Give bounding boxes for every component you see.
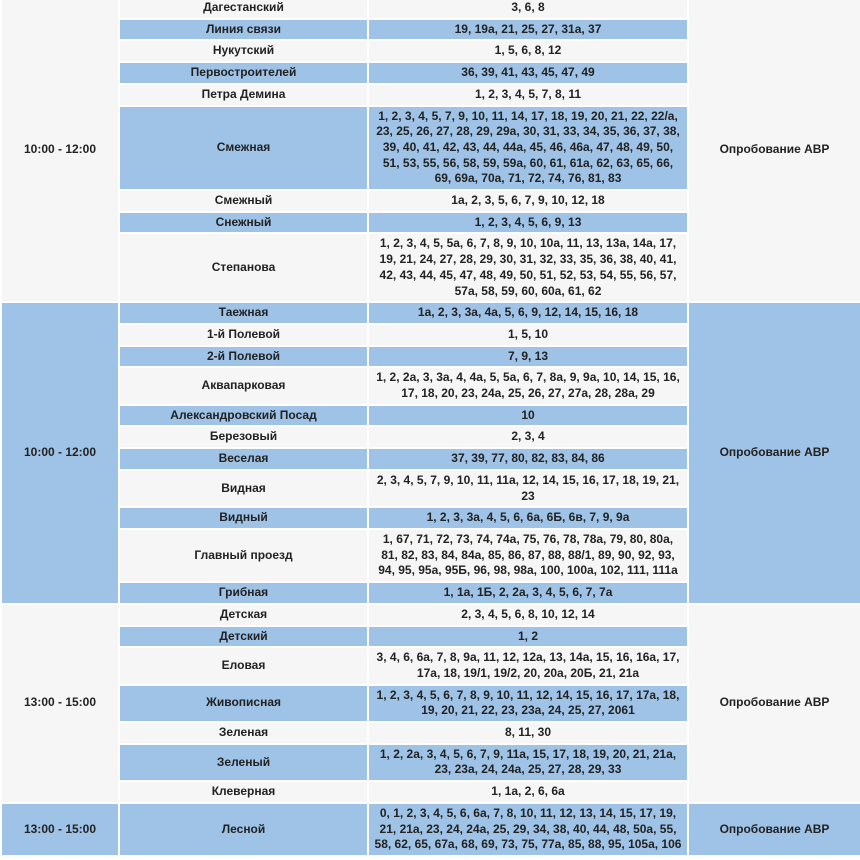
house-numbers-cell: 10 <box>369 406 687 426</box>
street-name-cell: Еловая <box>120 648 367 683</box>
house-numbers-cell: 19, 19а, 21, 25, 27, 31а, 37 <box>369 20 687 40</box>
house-numbers-cell: 1, 2, 2а, 3, 3а, 4, 4а, 5, 5а, 6, 7, 8а, 9, 9а, 10, 14, 15, 16, 17, 18, 20, 23, 24а, 25, 26, 27, 27а, 28, 28а, 29 <box>369 368 687 403</box>
street-name-cell: Нукутский <box>120 41 367 61</box>
house-numbers-cell: 1, 2, 3, 4, 5, 7, 8, 11 <box>369 85 687 105</box>
house-numbers-cell: 1, 2 <box>369 627 687 647</box>
street-name-cell: Клеверная <box>120 782 367 802</box>
street-name-cell: Линия связи <box>120 20 367 40</box>
house-numbers-cell: 2, 3, 4, 5, 6, 8, 10, 12, 14 <box>369 605 687 625</box>
outage-time-cell: 10:00 - 12:00 <box>2 303 118 603</box>
house-numbers-cell: 8, 11, 30 <box>369 723 687 743</box>
outage-time-cell: 10:00 - 12:00 <box>2 0 118 301</box>
street-name-cell: Детский <box>120 627 367 647</box>
house-numbers-cell: 2, 3, 4, 5, 7, 9, 10, 11, 11а, 12, 14, 15, 16, 17, 18, 19, 21, 23 <box>369 471 687 506</box>
street-name-cell: Смежный <box>120 191 367 211</box>
table-row <box>2 0 860 18</box>
street-name-cell: Зеленый <box>120 745 367 780</box>
house-numbers-cell: 1, 1а, 1Б, 2, 2а, 3, 4, 5, 6, 7, 7а <box>369 583 687 603</box>
street-name-cell: Детская <box>120 605 367 625</box>
house-numbers-cell: 1, 2, 2а, 3, 4, 5, 6, 7, 9, 11а, 15, 17, 18, 19, 20, 21, 21а, 23, 23а, 24, 24а, 25, 27, 28, 29, 33 <box>369 745 687 780</box>
work-type-cell: Опробование АВР <box>689 0 860 301</box>
outage-time-cell: 13:00 - 15:00 <box>2 605 118 802</box>
table-row <box>2 804 860 855</box>
table-row <box>2 605 860 625</box>
street-name-cell: Дагестанский <box>120 0 367 18</box>
street-name-cell: 1-й Полевой <box>120 325 367 345</box>
house-numbers-cell: 3, 6, 8 <box>369 0 687 18</box>
street-name-cell: Видный <box>120 508 367 528</box>
street-name-cell: Грибная <box>120 583 367 603</box>
work-type-cell: Опробование АВР <box>689 303 860 603</box>
outage-table-body <box>2 0 860 855</box>
house-numbers-cell: 1, 2, 3, 4, 5, 6, 9, 13 <box>369 213 687 233</box>
house-numbers-cell: 1а, 2, 3, 5, 6, 7, 9, 10, 12, 18 <box>369 191 687 211</box>
street-name-cell: Петра Демина <box>120 85 367 105</box>
street-name-cell: Лесной <box>120 804 367 855</box>
street-name-cell: Александровский Посад <box>120 406 367 426</box>
street-name-cell: Главный проезд <box>120 530 367 581</box>
street-name-cell: Живописная <box>120 686 367 721</box>
street-name-cell: Березовый <box>120 427 367 447</box>
house-numbers-cell: 1, 5, 6, 8, 12 <box>369 41 687 61</box>
street-name-cell: Степанова <box>120 234 367 301</box>
work-type-cell: Опробование АВР <box>689 804 860 855</box>
house-numbers-cell: 36, 39, 41, 43, 45, 47, 49 <box>369 63 687 83</box>
house-numbers-cell: 1, 2, 3, 3а, 4, 5, 6, 6а, 6Б, 6в, 7, 9, 9а <box>369 508 687 528</box>
house-numbers-cell: 3, 4, 6, 6а, 7, 8, 9а, 11, 12, 12а, 13, 14а, 15, 16, 16а, 17, 17а, 18, 19/1, 19/2, 20, 20а, 20Б, 21, 21а <box>369 648 687 683</box>
street-name-cell: Первостроителей <box>120 63 367 83</box>
house-numbers-cell: 1, 1а, 2, 6, 6а <box>369 782 687 802</box>
street-name-cell: Таежная <box>120 303 367 323</box>
table-row <box>2 303 860 323</box>
house-numbers-cell: 2, 3, 4 <box>369 427 687 447</box>
street-name-cell: Снежный <box>120 213 367 233</box>
work-type-cell: Опробование АВР <box>689 605 860 802</box>
street-name-cell: Видная <box>120 471 367 506</box>
house-numbers-cell: 37, 39, 77, 80, 82, 83, 84, 86 <box>369 449 687 469</box>
house-numbers-cell: 7, 9, 13 <box>369 347 687 367</box>
street-name-cell: Аквапарковая <box>120 368 367 403</box>
street-name-cell: Веселая <box>120 449 367 469</box>
house-numbers-cell: 1, 2, 3, 4, 5, 7, 9, 10, 11, 14, 17, 18, 19, 20, 21, 22, 22/а, 23, 25, 26, 27, 28, 29, 29а, 30, 31, 33, 34, 35, 36, 37, 38, 39, 40, 41, 42, 43, 44, 44а, 45, 46, 46а, 47, 48, 49, 50, 51, 53, 55, 56, 58, 59, 59а, 60, 61, 61а, 62, 63, 65, 66, 69, 69а, 70а, 71, 72, 74, 76, 81, 83 <box>369 107 687 190</box>
house-numbers-cell: 1а, 2, 3, 3а, 4а, 5, 6, 9, 12, 14, 15, 16, 18 <box>369 303 687 323</box>
house-numbers-cell: 1, 5, 10 <box>369 325 687 345</box>
street-name-cell: 2-й Полевой <box>120 347 367 367</box>
street-name-cell: Зеленая <box>120 723 367 743</box>
house-numbers-cell: 0, 1, 2, 3, 4, 5, 6, 6а, 7, 8, 10, 11, 12, 13, 14, 15, 17, 19, 21, 21а, 23, 24, 24а, 25, 29, 34, 38, 40, 44, 48, 50а, 55, 58, 62, 65, 67а, 68, 69, 73, 75, 77а, 85, 88, 95, 105а, 106 <box>369 804 687 855</box>
house-numbers-cell: 1, 2, 3, 4, 5, 6, 7, 8, 9, 10, 11, 12, 14, 15, 16, 17, 17а, 18, 19, 20, 21, 22, 23, 23а, 24, 25, 27, 2061 <box>369 686 687 721</box>
street-name-cell: Смежная <box>120 107 367 190</box>
house-numbers-cell: 1, 2, 3, 4, 5, 5а, 6, 7, 8, 9, 10, 10а, 11, 13, 13а, 14а, 17, 19, 21, 24, 27, 28, 29, 30, 31, 32, 33, 35, 36, 38, 40, 41, 42, 43, 44, 45, 47, 48, 49, 50, 51, 52, 53, 54, 55, 56, 57, 57а, 58, 59, 60, 60а, 61, 62 <box>369 234 687 301</box>
outage-time-cell: 13:00 - 15:00 <box>2 804 118 855</box>
house-numbers-cell: 1, 67, 71, 72, 73, 74, 74а, 75, 76, 78, 78а, 79, 80, 80а, 81, 82, 83, 84, 84а, 85, 86, 87, 88, 88/1, 89, 90, 92, 93, 94, 95, 95а, 95Б, 96, 98, 98а, 100, 100а, 102, 111, 111а <box>369 530 687 581</box>
